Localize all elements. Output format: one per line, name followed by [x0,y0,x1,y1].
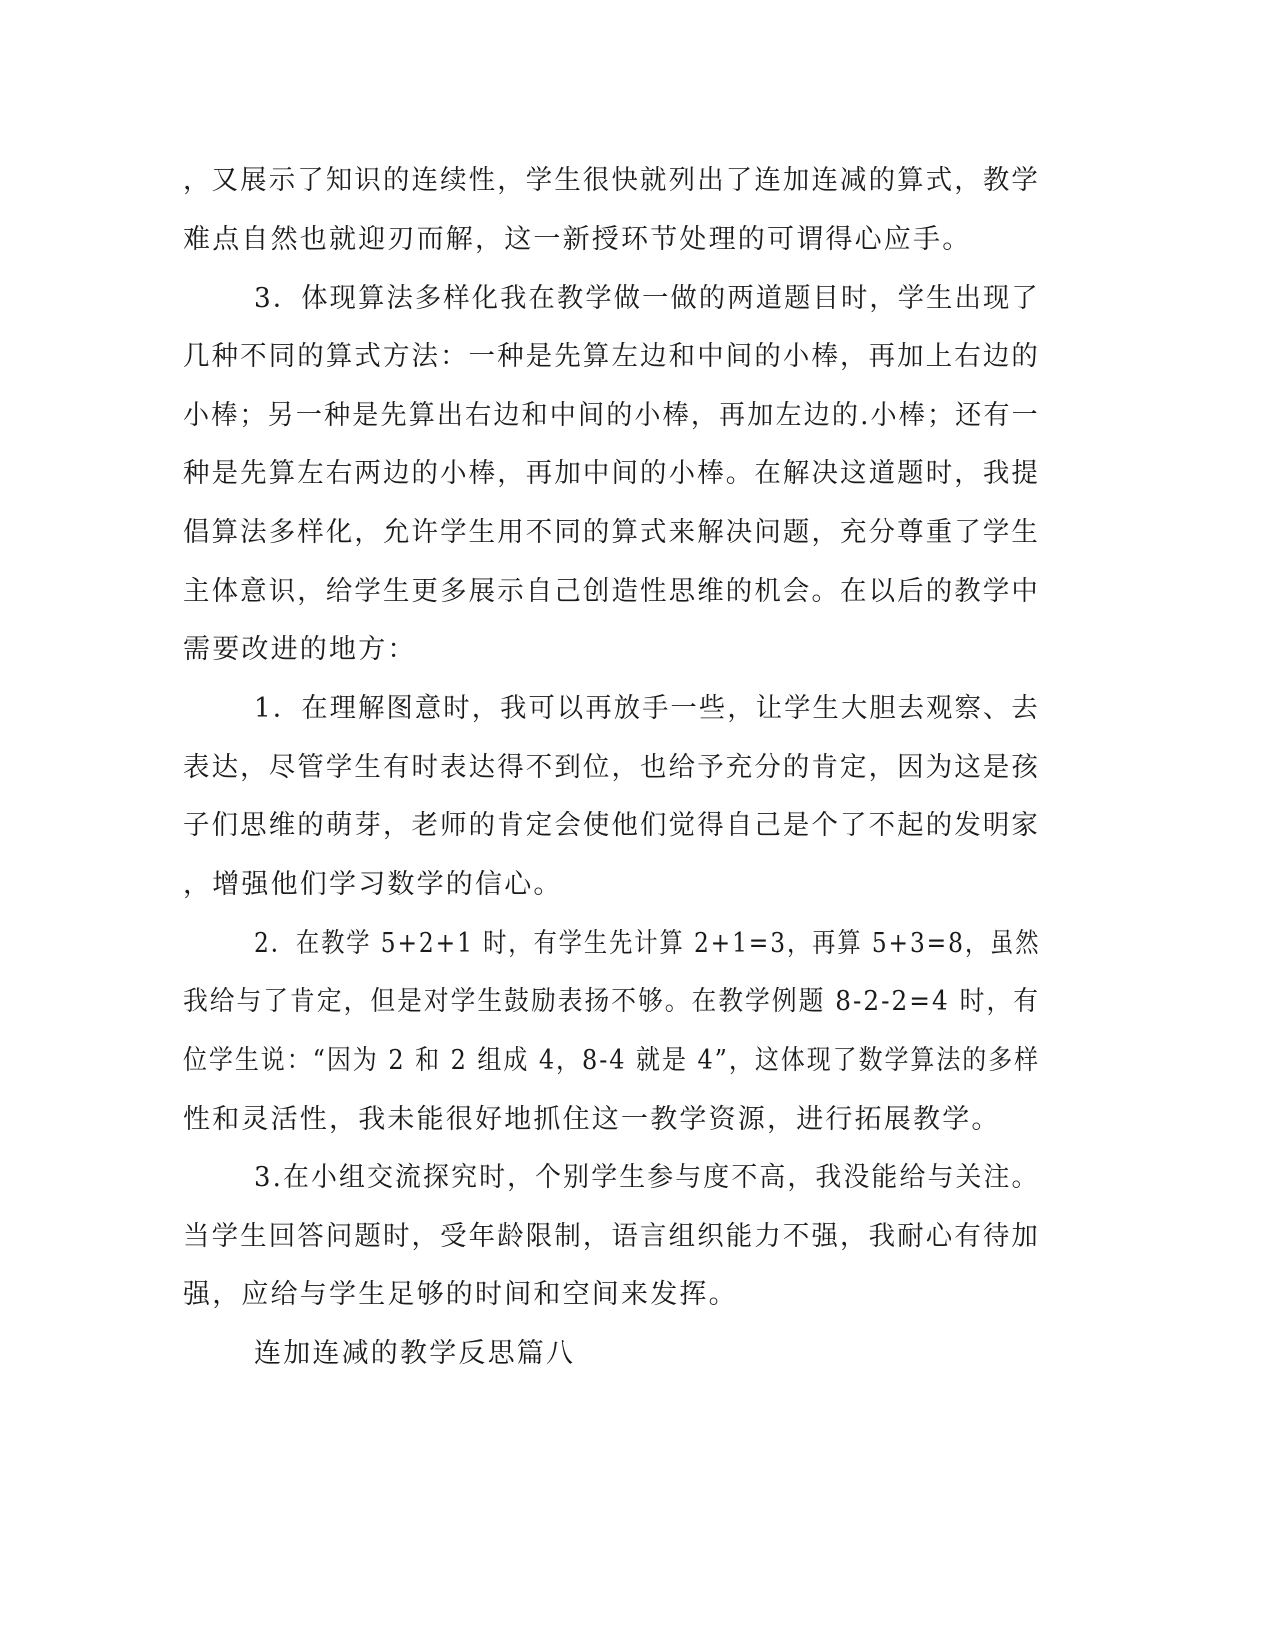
text-line: ，又展示了知识的连续性，学生很快就列出了连加连减的算式，教学 [183,165,1040,196]
text-line: 3．体现算法多样化我在教学做一做的两道题目时，学生出现了 [254,283,1040,314]
text-line: 性和灵活性，我未能很好地抓住这一教学资源，进行拓展教学。 [183,1104,1001,1135]
text-line: 种是先算左右两边的小棒，再加中间的小棒。在解决这道题时，我提 [183,458,1040,489]
text-line: 我给与了肯定，但是对学生鼓励表扬不够。在教学例题 8-2-2=4 时，有 [183,986,1040,1017]
text-line: 当学生回答问题时，受年龄限制，语言组织能力不强，我耐心有待加 [183,1221,1040,1252]
text-line: 1．在理解图意时，我可以再放手一些，让学生大胆去观察、去 [254,693,1040,724]
text-line: 强，应给与学生足够的时间和空间来发挥。 [183,1279,738,1310]
text-line: 难点自然也就迎刃而解，这一新授环节处理的可谓得心应手。 [183,224,972,255]
text-line: 几种不同的算式方法：一种是先算左边和中间的小棒，再加上右边的 [183,341,1040,372]
text-line: 表达，尽管学生有时表达得不到位，也给予充分的肯定，因为这是孩 [183,752,1040,783]
text-line: 小棒；另一种是先算出右边和中间的小棒，再加左边的.小棒；还有一 [183,400,1040,431]
text-line: 倡算法多样化，允许学生用不同的算式来解决问题，充分尊重了学生 [183,517,1040,548]
text-line: 需要改进的地方： [183,634,417,665]
text-line: 主体意识，给学生更多展示自己创造性思维的机会。在以后的教学中 [183,576,1040,607]
text-line: 位学生说：“因为 2 和 2 组成 4，8-4 就是 4”，这体现了数学算法的多样 [183,1045,1041,1076]
text-line: 2．在教学 5+2+1 时，有学生先计算 2+1=3，再算 5+3=8，虽然 [254,928,1041,959]
text-line: 子们思维的萌芽，老师的肯定会使他们觉得自己是个了不起的发明家 [183,810,1040,841]
section-heading: 连加连减的教学反思篇八 [254,1338,576,1369]
text-line: ，增强他们学习数学的信心。 [183,869,563,900]
text-line: 3.在小组交流探究时，个别学生参与度不高，我没能给与关注。 [254,1162,1040,1193]
